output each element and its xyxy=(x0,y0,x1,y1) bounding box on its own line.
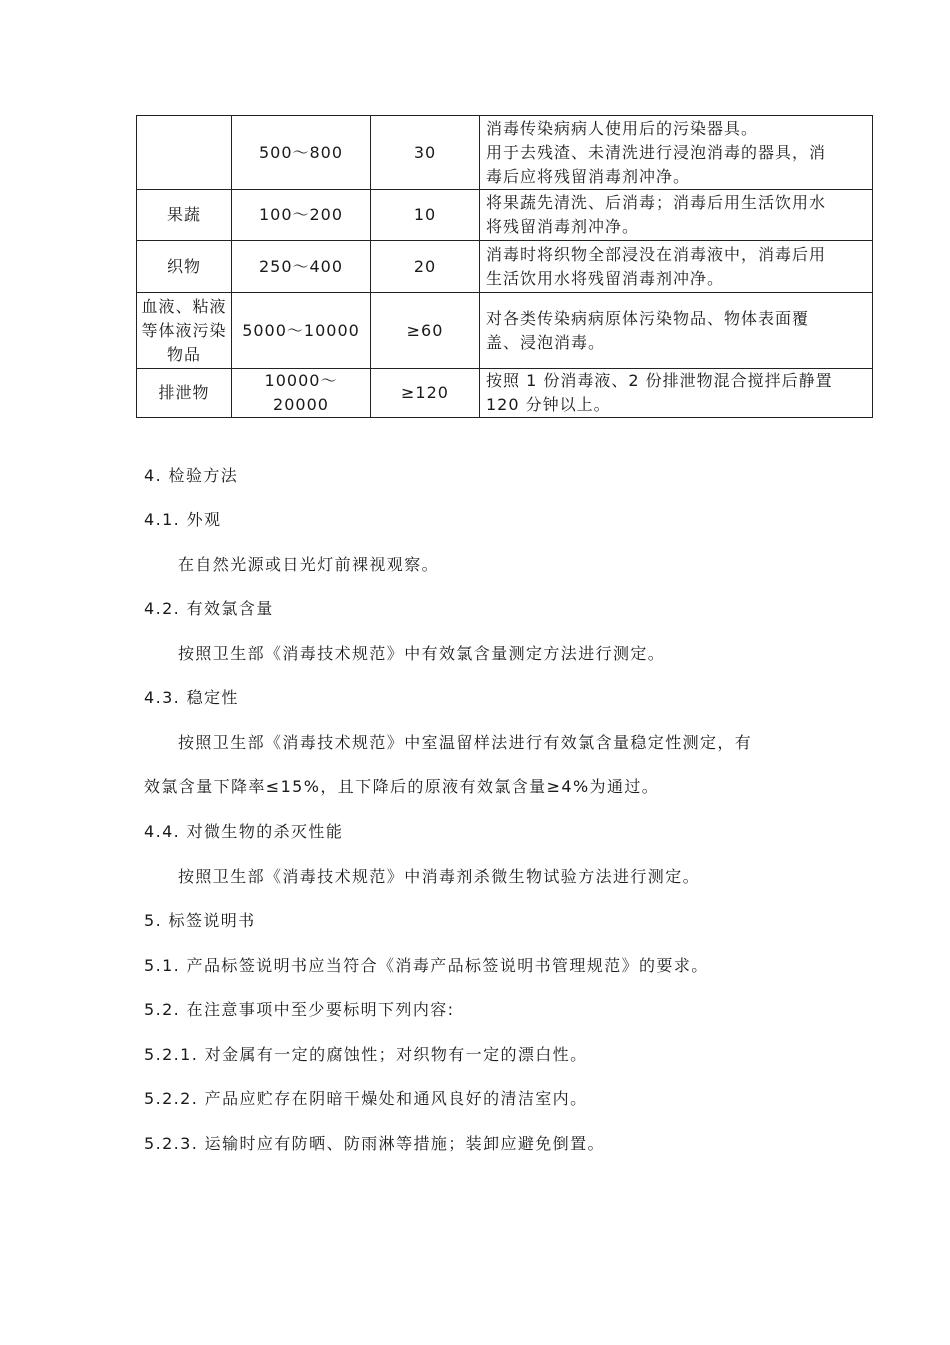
paragraph: 按照卫生部《消毒技术规范》中室温留样法进行有效氯含量稳定性测定，有 xyxy=(178,733,753,752)
section-heading-5: 5. 标签说明书 xyxy=(144,911,256,930)
time-cell: 30 xyxy=(371,116,480,190)
paragraph: 在自然光源或日光灯前裸视观察。 xyxy=(178,555,440,574)
paragraph-continuation: 效氯含量下降率≤15%，且下降后的原液有效氯含量≥4%为通过。 xyxy=(144,777,660,796)
paragraph: 按照卫生部《消毒技术规范》中消毒剂杀微生物试验方法进行测定。 xyxy=(178,867,701,886)
section-heading-4: 4. 检验方法 xyxy=(144,466,239,485)
method-line: 120 分钟以上。 xyxy=(486,395,611,414)
section-heading-5-2: 5.2. 在注意事项中至少要标明下列内容: xyxy=(144,1000,455,1019)
category-cell: 血液、粘液等体液污染物品 xyxy=(137,293,232,369)
method-line: 毒后应将残留消毒剂冲净。 xyxy=(486,166,691,186)
table-row xyxy=(137,369,873,418)
method-line: 对各类传染病病原体污染物品、物体表面覆 xyxy=(486,308,810,328)
section-heading-4-2: 4.2. 有效氯含量 xyxy=(144,599,274,618)
method-line: 盖、浸泡消毒。 xyxy=(486,332,606,352)
section-heading-5-1: 5.1. 产品标签说明书应当符合《消毒产品标签说明书管理规范》的要求。 xyxy=(144,956,709,975)
disinfection-usage-table xyxy=(136,115,873,418)
paragraph: 按照卫生部《消毒技术规范》中有效氯含量测定方法进行测定。 xyxy=(178,644,666,663)
method-cell xyxy=(480,241,873,293)
category-cell: 织物 xyxy=(137,241,232,293)
table-row xyxy=(137,116,873,190)
time-cell: ≥120 xyxy=(371,369,480,418)
method-cell xyxy=(480,369,873,418)
method-cell xyxy=(480,293,873,369)
concentration-cell: 5000～10000 xyxy=(232,293,371,369)
table-row xyxy=(137,293,873,369)
concentration-cell: 10000～20000 xyxy=(232,369,371,418)
concentration-cell: 250～400 xyxy=(232,241,371,293)
time-cell: 20 xyxy=(371,241,480,293)
category-cell xyxy=(137,116,232,190)
list-item-5-2-1: 5.2.1. 对金属有一定的腐蚀性；对织物有一定的漂白性。 xyxy=(144,1045,588,1064)
category-cell: 果蔬 xyxy=(137,190,232,241)
list-item-5-2-3: 5.2.3. 运输时应有防晒、防雨淋等措施；装卸应避免倒置。 xyxy=(144,1134,605,1153)
concentration-cell: 100～200 xyxy=(232,190,371,241)
section-heading-4-3: 4.3. 稳定性 xyxy=(144,688,239,707)
time-cell: 10 xyxy=(371,190,480,241)
time-cell: ≥60 xyxy=(371,293,480,369)
section-heading-4-1: 4.1. 外观 xyxy=(144,510,222,529)
method-line: 将果蔬先清洗、后消毒；消毒后用生活饮用水 xyxy=(486,193,827,212)
table-row xyxy=(137,190,873,241)
method-line: 消毒传染病病人使用后的污染器具。 xyxy=(486,118,759,138)
method-line: 消毒时将织物全部浸没在消毒液中，消毒后用 xyxy=(486,244,827,264)
list-item-5-2-2: 5.2.2. 产品应贮存在阴暗干燥处和通风良好的清洁室内。 xyxy=(144,1089,588,1108)
concentration-cell: 500～800 xyxy=(232,116,371,190)
table-row xyxy=(137,241,873,293)
method-line: 将残留消毒剂冲净。 xyxy=(486,217,640,236)
method-cell xyxy=(480,116,873,190)
method-cell xyxy=(480,190,873,241)
method-line: 用于去残渣、未清洗进行浸泡消毒的器具，消 xyxy=(486,142,827,162)
method-line: 生活饮用水将残留消毒剂冲净。 xyxy=(486,268,725,288)
category-cell: 排泄物 xyxy=(137,369,232,418)
method-line: 按照 1 份消毒液、2 份排泄物混合搅拌后静置 xyxy=(486,371,833,390)
section-heading-4-4: 4.4. 对微生物的杀灭性能 xyxy=(144,822,344,841)
